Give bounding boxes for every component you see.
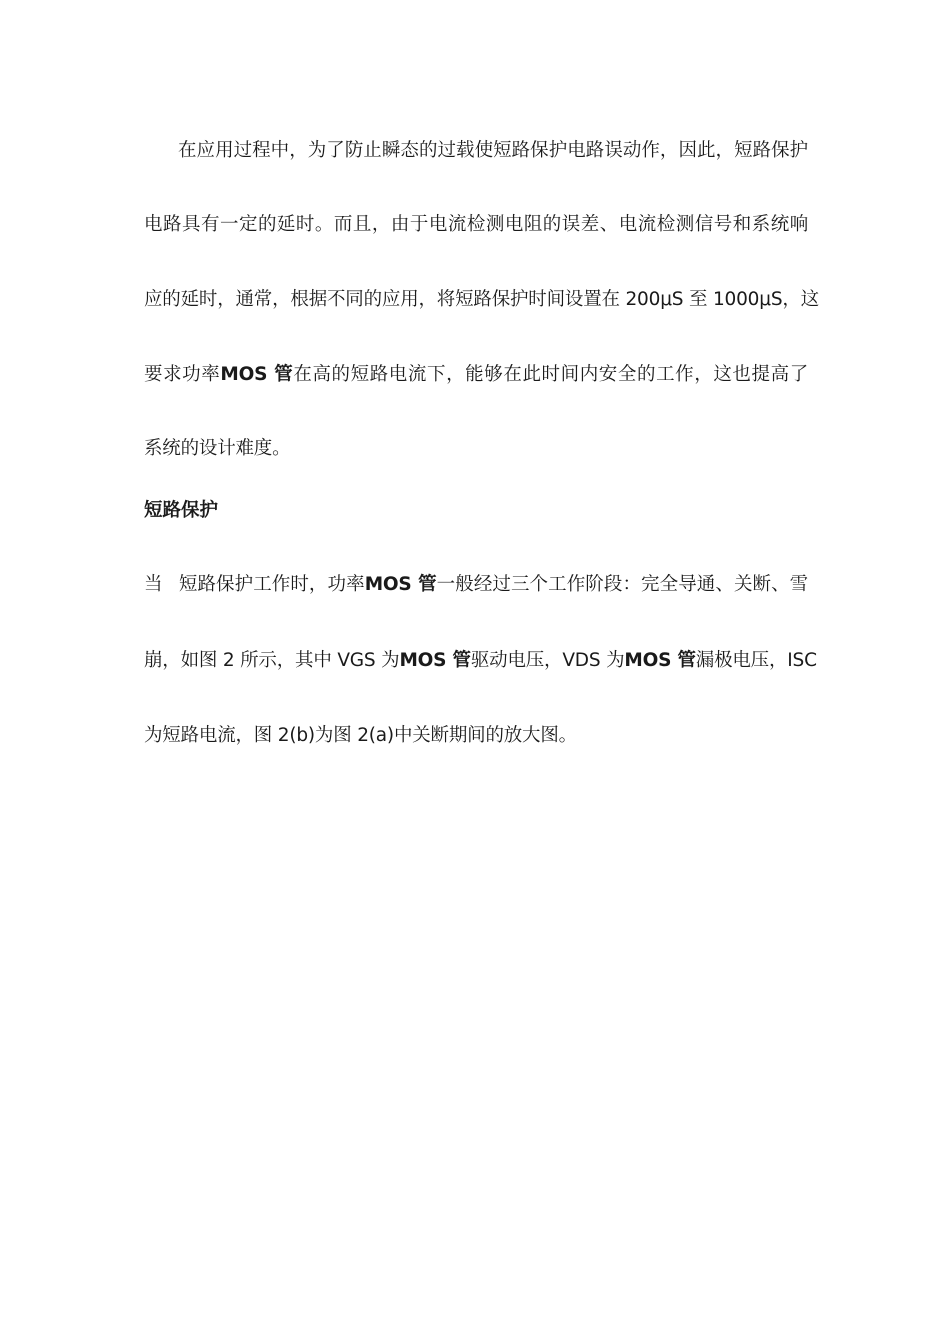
paragraph-1-line-2: 电路具有一定的延时。而且，由于电流检测电阻的误差、电流检测信号和系统响 <box>144 214 808 235</box>
line-2-text-b: 驱动电压，VDS 为 <box>470 650 625 671</box>
paragraph-1-line-1: 在应用过程中，为了防止瞬态的过载使短路保护电路误动作，因此，短路保护 <box>178 140 808 161</box>
paragraph-1-line-4 <box>144 363 808 387</box>
mos-term: MOS 管 <box>399 650 471 671</box>
line-2-text-c: 漏极电压，ISC <box>695 650 817 671</box>
line-4-text-b: 在高的短路电流下，能够在此时间内安全的工作，这也提高了 <box>293 364 809 385</box>
paragraph-2-line-3: 为短路电流，图 2(b)为图 2(a)中关断期间的放大图。 <box>144 725 577 746</box>
line-1-text-a: 当 <box>144 574 163 595</box>
line-2-text-a: 崩，如图 2 所示，其中 VGS 为 <box>144 650 400 671</box>
paragraph-1-line-5: 系统的设计难度。 <box>144 438 291 459</box>
mos-term: MOS 管 <box>624 650 696 671</box>
line-1-text-c: 一般经过三个工作阶段：完全导通、关断、雪 <box>436 574 808 595</box>
paragraph-2-line-2 <box>144 649 817 673</box>
section-heading: 短路保护 <box>144 500 219 521</box>
paragraph-1-line-3: 应的延时，通常，根据不同的应用，将短路保护时间设置在 200μS 至 1000μS，这 <box>144 289 819 310</box>
mos-term: MOS 管 <box>364 574 437 595</box>
line-4-text-a: 要求功率 <box>144 364 221 385</box>
mos-term: MOS 管 <box>220 364 294 385</box>
paragraph-2-line-1 <box>144 573 808 597</box>
line-1-text-b: 短路保护工作时，功率 <box>178 574 365 595</box>
